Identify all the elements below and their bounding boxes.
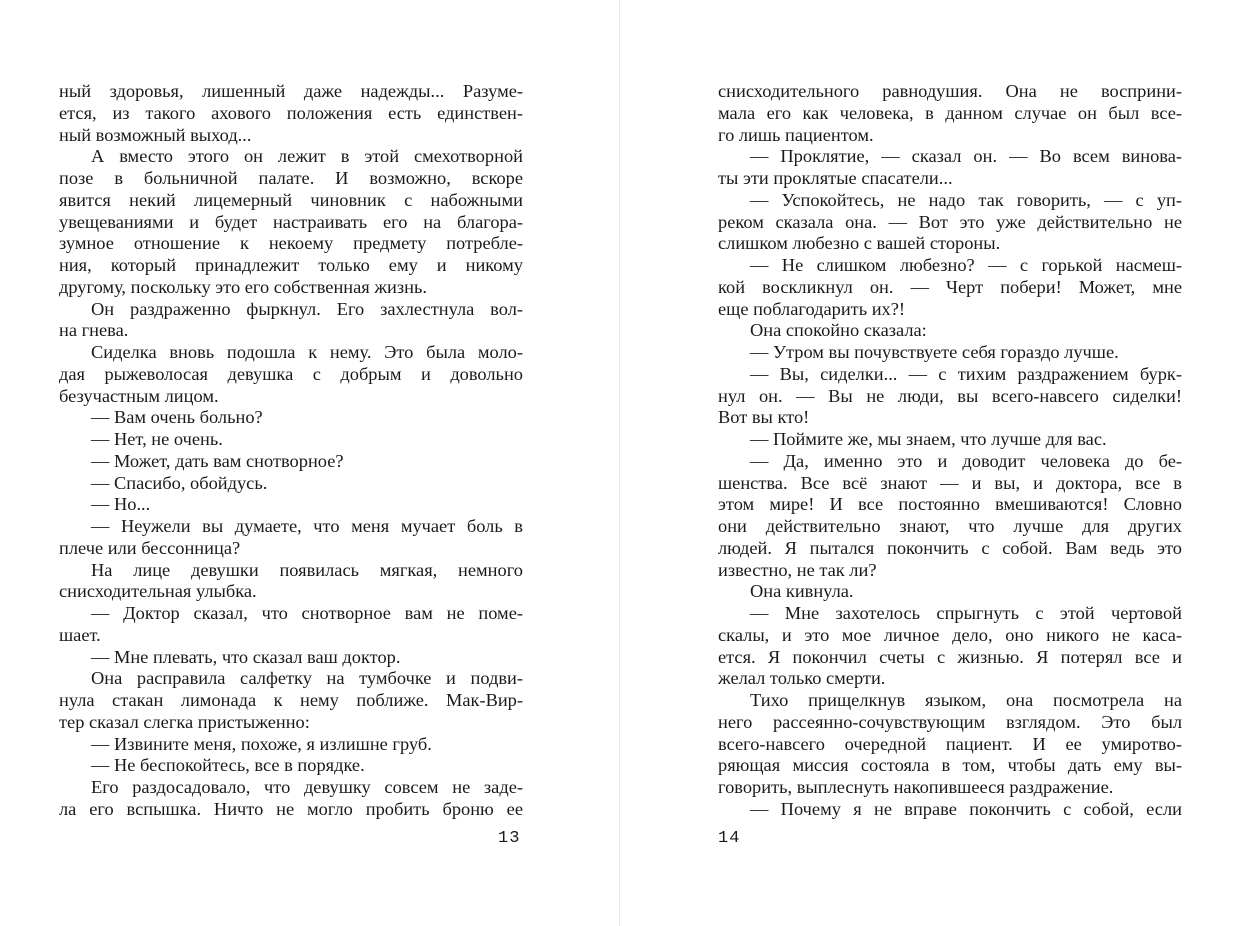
text-line: они действительно знают, что лучше для других (718, 516, 1182, 536)
text-line: желал только смерти. (718, 668, 886, 689)
text-line: людей. Я пытался покончить с собой. Вам ведь это (718, 537, 1182, 558)
text-line: всего-навсего очередной пациент. И ее умиротво- (718, 733, 1182, 754)
text-line: ется. Я покончил счеты с жизнью. Я потерял все и (718, 646, 1182, 667)
text-line: увещеваниями и будет настраивать его на благора- (59, 211, 523, 232)
text-line: — Может, дать вам снотворное? (91, 450, 344, 471)
text-line: снисходительная улыбка. (59, 581, 257, 602)
left-page-number: 13 (498, 829, 521, 848)
text-line: плече или бессонница? (59, 537, 241, 558)
text-line: шает. (59, 624, 101, 645)
text-line: Она спокойно сказала: (750, 320, 927, 341)
text-line: нул он. — Вы не люди, вы всего-навсего сиделки! (718, 385, 1182, 406)
text-line: еще поблагодарить их?! (718, 298, 906, 319)
text-line: дая рыжеволосая девушка с добрым и довольно (59, 363, 523, 384)
text-line: безучастным лицом. (59, 385, 219, 406)
text-line: позе в больничной палате. И возможно, вскоре (59, 168, 523, 188)
text-line: — Да, именно это и доводит человека до бе- (750, 450, 1182, 471)
text-line: ный возможный выход... (59, 124, 252, 145)
text-line: — Не слишком любезно? — с горькой насмеш- (750, 255, 1182, 275)
text-line: тер сказал слегка пристыженно: (59, 711, 310, 732)
text-line: явится некий лицемерный чиновник с набожными (59, 189, 523, 210)
text-line: ла его вспышка. Ничто не могло пробить броню ее (59, 798, 523, 819)
text-line: — Неужели вы думаете, что меня мучает боль в (91, 516, 523, 536)
text-line: шенства. Все всё знают — и вы, и доктора, все в (718, 472, 1182, 493)
text-line: ты эти проклятые спасатели... (718, 168, 953, 188)
text-line: ный здоровья, лишенный даже надежды... Разуме- (59, 81, 523, 101)
text-line: — Извините меня, похоже, я излишне груб. (91, 733, 432, 754)
text-line: — Проклятие, — сказал он. — Во всем винова- (750, 146, 1182, 167)
right-page-text (718, 81, 1182, 821)
text-line: ния, который принадлежит только ему и никому (59, 255, 523, 275)
text-line: — Нет, не очень. (91, 429, 223, 449)
right-page-number: 14 (718, 829, 741, 848)
text-line: мала его как человека, в данном случае он был все- (718, 102, 1182, 123)
text-line: Она расправила салфетку на тумбочке и подви- (91, 668, 523, 689)
text-line: нула стакан лимонада к нему поближе. Мак-Вир- (59, 690, 523, 710)
text-line: говорить, выплеснуть накопившееся раздражение. (718, 777, 1114, 797)
text-line: — Спасибо, обойдусь. (91, 472, 268, 493)
text-line: — Почему я не вправе покончить с собой, если (750, 798, 1182, 819)
text-line: другому, поскольку это его собственная жизнь. (59, 276, 427, 297)
right-page (621, 0, 1241, 926)
text-line: Вот вы кто! (718, 407, 810, 428)
text-line: А вместо этого он лежит в этой смехотворной (91, 146, 523, 167)
text-line: на гнева. (59, 320, 129, 341)
text-line: Его раздосадовало, что девушку совсем не заде- (91, 777, 523, 797)
left-page (0, 0, 620, 926)
text-line: го лишь пациентом. (718, 124, 874, 145)
text-line: скалы, и это мое личное дело, оно никого не каса- (718, 624, 1182, 645)
text-line: — Вам очень больно? (91, 407, 263, 428)
text-line: — Не беспокойтесь, все в порядке. (91, 755, 365, 776)
text-line: — Утром вы почувствуете себя гораздо лучше. (750, 342, 1119, 362)
text-line: Тихо прищелкнув языком, она посмотрела на (750, 690, 1182, 710)
text-line: Она кивнула. (750, 581, 854, 602)
text-line: Сиделка вновь подошла к нему. Это была моло- (91, 342, 523, 362)
text-line: реком сказала она. — Вот это уже действительно не (718, 211, 1182, 232)
text-line: — Поймите же, мы знаем, что лучше для вас. (750, 429, 1107, 449)
text-line: — Мне захотелось спрыгнуть с этой чертовой (750, 603, 1182, 623)
text-line: ется, из такого ахового положения есть единствен- (59, 102, 523, 123)
page-gutter (619, 0, 620, 926)
text-line: — Успокойтесь, не надо так говорить, — с уп- (750, 189, 1182, 210)
text-line: — Вы, сиделки... — с тихим раздражением бурк- (750, 363, 1182, 384)
text-line: зумное отношение к некоему предмету потребле- (59, 233, 523, 254)
text-line: ряющая миссия состояла в том, чтобы дать ему вы- (718, 755, 1182, 776)
text-line: — Мне плевать, что сказал ваш доктор. (91, 646, 401, 667)
left-page-text (59, 81, 523, 821)
text-line: снисходительного равнодушия. Она не восприни- (718, 81, 1182, 101)
text-line: — Доктор сказал, что снотворное вам не поме- (91, 603, 523, 623)
text-line: слишком любезно с вашей стороны. (718, 233, 1001, 254)
text-line: На лице девушки появилась мягкая, немного (91, 559, 523, 580)
text-line: известно, не так ли? (718, 559, 877, 580)
text-line: Он раздраженно фыркнул. Его захлестнула вол- (91, 298, 523, 319)
text-line: него рассеянно-сочувствующим взглядом. Это был (718, 711, 1182, 732)
text-line: — Но... (91, 494, 151, 515)
text-line: этом мире! И все постоянно вмешиваются! Словно (718, 494, 1182, 515)
text-line: кой воскликнул он. — Черт побери! Может, мне (718, 276, 1182, 297)
